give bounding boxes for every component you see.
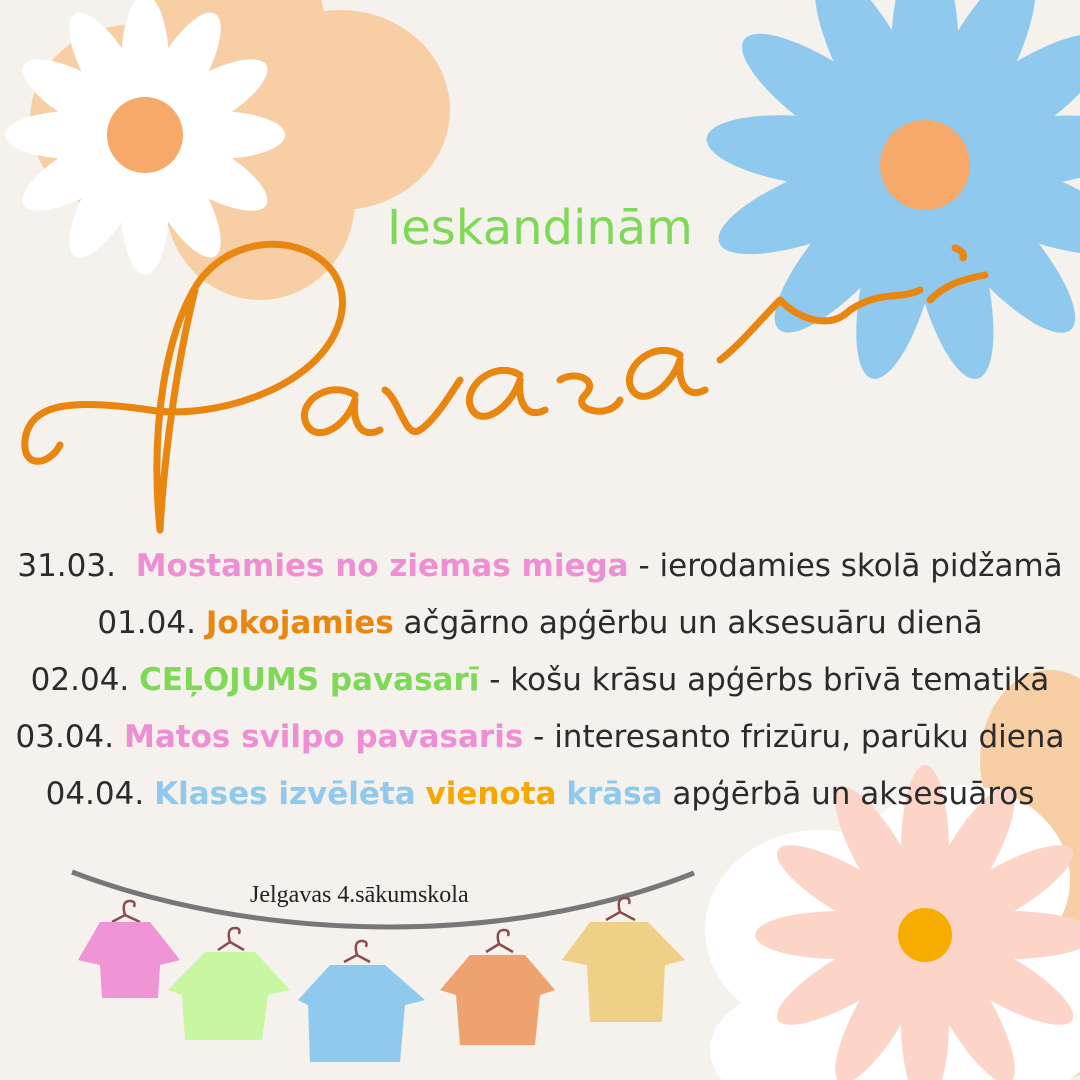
pink-shirt-icon <box>78 922 180 998</box>
event-description: - ierodamies skolā pidžamā <box>628 548 1063 584</box>
schedule-list <box>0 538 1080 823</box>
title <box>0 230 1080 520</box>
orange-shirt-icon <box>440 955 555 1045</box>
schedule-row <box>0 766 1080 823</box>
schedule-row <box>0 709 1080 766</box>
subtitle: Ieskandinām <box>387 200 693 256</box>
schedule-row <box>0 595 1080 652</box>
date: 04.04. <box>45 776 145 812</box>
event-description: - košu krāsu apģērbs brīvā tematikā <box>479 662 1050 698</box>
event-name: Mostamies no ziemas miega <box>135 548 629 584</box>
event-description: - interesanto frizūru, parūku diena <box>523 719 1065 755</box>
event-name: CEĻOJUMS pavasarī <box>139 662 480 698</box>
event-name-part: vienota <box>425 776 557 812</box>
date: 01.04. <box>97 605 196 641</box>
date: 03.04. <box>15 719 115 755</box>
green-shirt-icon <box>168 952 290 1040</box>
schedule-row <box>0 538 1080 595</box>
event-name: Jokojamies <box>205 605 394 641</box>
event-name-part: krāsa <box>566 776 663 812</box>
date: 31.03. <box>17 548 116 584</box>
event-name: Matos svilpo pavasaris <box>124 719 524 755</box>
event-description: ačgārno apģērbu un aksesuāru dienā <box>393 605 983 641</box>
event-description: apģērbā un aksesuāros <box>662 776 1035 812</box>
schedule-row <box>0 652 1080 709</box>
school-name: Jelgavas 4.sākumskola <box>250 882 469 908</box>
blue-shirt-icon <box>298 965 425 1062</box>
yellow-shirt-icon <box>562 922 685 1022</box>
event-name-part: Klases izvēlēta <box>154 776 416 812</box>
date: 02.04. <box>30 662 130 698</box>
